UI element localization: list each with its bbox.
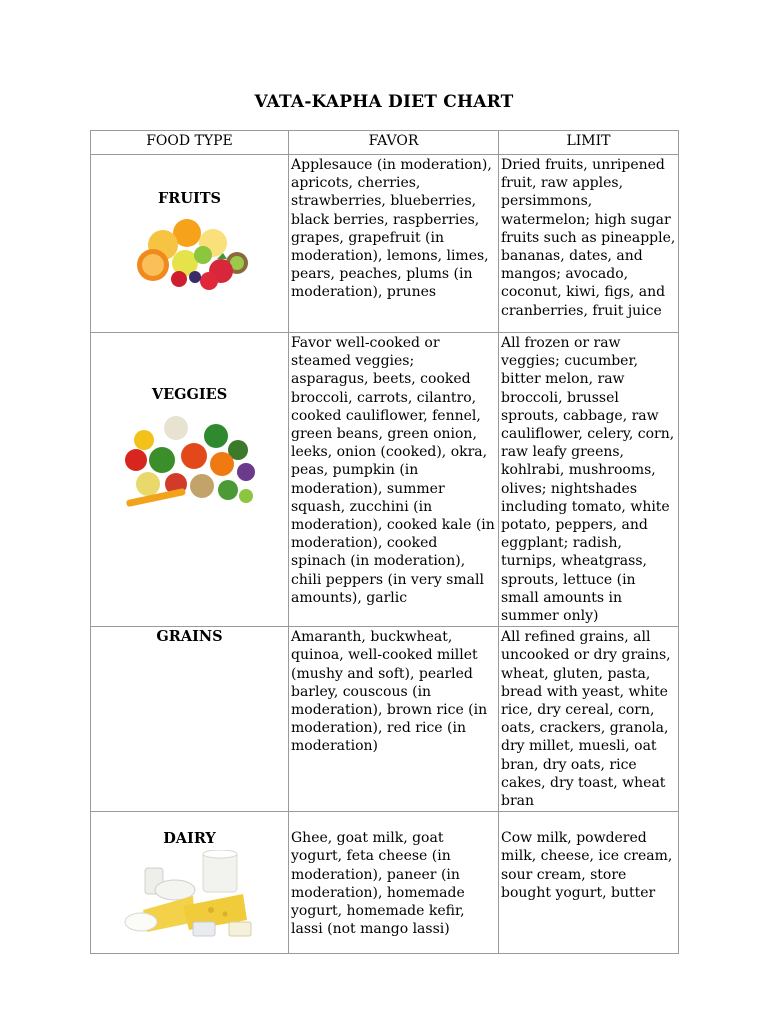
dairy-image	[123, 850, 257, 942]
food-name-veggies: VEGGIES	[151, 386, 228, 403]
header-row	[91, 131, 679, 155]
fruits-image	[125, 215, 255, 295]
limit-cell-fruits: Dried fruits, unripened fruit, raw apples, persimmons, watermelon; high sugar fruits such as pineapple, bananas, dates, and mangos; avocado, coconut, kiwi, figs, and cranberries, fruit juice	[499, 155, 679, 333]
header-food-type: FOOD TYPE	[91, 131, 289, 155]
favor-cell-veggies: Favor well-cooked or steamed veggies; asparagus, beets, cooked broccoli, carrots, cilantro, cooked cauliflower, fennel, green beans, green onion, leeks, onion (cooked), okra, peas, pumpkin (in moderation), summer squash, zucchini (in moderation), cooked kale (in moderation), cooked spinach (in moderation), chili peppers (in very small amounts), garlic	[289, 333, 499, 627]
food-cell-grains	[91, 627, 289, 812]
header-favor: FAVOR	[289, 131, 499, 155]
food-name-dairy: DAIRY	[163, 830, 216, 848]
food-cell-fruits	[91, 155, 289, 333]
table-row-fruits	[91, 155, 679, 333]
table-row-veggies	[91, 333, 679, 627]
food-cell-dairy	[91, 812, 289, 954]
favor-cell-dairy: Ghee, goat milk, goat yogurt, feta cheese (in moderation), paneer (in moderation), homemade yogurt, homemade kefir, lassi (not mango lassi)	[289, 812, 499, 954]
diet-chart-table	[90, 130, 679, 954]
favor-cell-fruits: Applesauce (in moderation), apricots, cherries, strawberries, blueberries, black berries, raspberries, grapes, grapefruit (in moderation), lemons, limes, pears, peaches, plums (in moderation), prunes	[289, 155, 499, 333]
header-limit: LIMIT	[499, 131, 679, 155]
food-cell-veggies	[91, 333, 289, 627]
food-name-grains: GRAINS	[156, 628, 223, 646]
limit-cell-veggies: All frozen or raw veggies; cucumber, bitter melon, raw broccoli, brussel sprouts, cabbage, raw cauliflower, celery, corn, raw leafy greens, kohlrabi, mushrooms, olives; nightshades including tomato, white potato, peppers, and eggplant; radish, turnips, wheatgrass, sprouts, lettuce (in small amounts in summer only)	[499, 333, 679, 627]
food-name-fruits: FRUITS	[157, 190, 222, 207]
page-title: VATA-KAPHA DIET CHART	[254, 92, 514, 112]
veggies-image	[118, 414, 262, 510]
limit-cell-dairy: Cow milk, powdered milk, cheese, ice cream, sour cream, store bought yogurt, butter	[499, 812, 679, 954]
limit-cell-grains: All refined grains, all uncooked or dry grains, wheat, gluten, pasta, bread with yeast, white rice, dry cereal, corn, oats, crackers, granola, dry millet, muesli, oat bran, dry oats, rice cakes, dry toast, wheat bran	[499, 627, 679, 812]
table-row-dairy	[91, 812, 679, 954]
table-row-grains	[91, 627, 679, 812]
favor-cell-grains: Amaranth, buckwheat, quinoa, well-cooked millet (mushy and soft), pearled barley, couscous (in moderation), brown rice (in moderation), red rice (in moderation)	[289, 627, 499, 812]
